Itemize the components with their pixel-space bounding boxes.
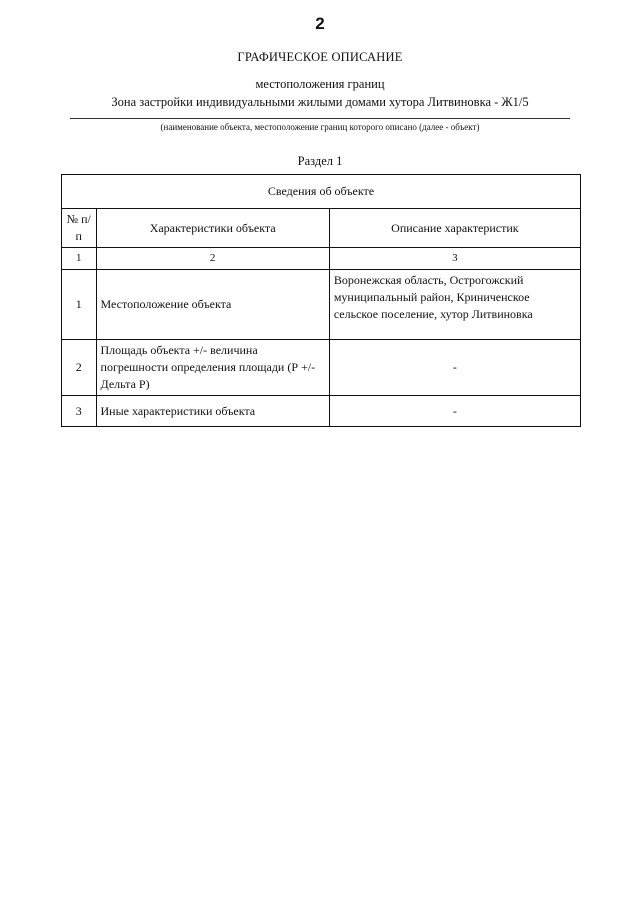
document-subtitle: местоположения границ [255,77,385,91]
row-number: 1 [62,270,97,340]
column-header-characteristic: Характеристики объекта [96,209,329,248]
object-name: Зона застройки индивидуальными жилыми домами хутора Литвиновка - Ж1/5 [111,95,529,109]
page-number: 2 [315,14,325,33]
column-number-3: 3 [329,248,580,270]
column-number-2: 2 [96,248,329,270]
row-number: 3 [62,396,97,427]
row-description: Воронежская область, Острогожский муниципальный район, Криниченское сельское поселение, хутор Литвиновка [329,270,580,340]
row-number: 2 [62,340,97,396]
object-name-caption: (наименование объекта, местоположение границ которого описано (далее - объект) [160,122,480,132]
document-title: ГРАФИЧЕСКОЕ ОПИСАНИЕ [237,50,403,64]
table-row [62,396,581,427]
column-header-description: Описание характеристик [329,209,580,248]
column-number-1: 1 [62,248,97,270]
row-characteristic: Местоположение объекта [96,270,329,340]
table-title: Сведения об объекте [62,175,581,209]
column-header-num: № п/п [62,209,97,248]
table-header-row [62,209,581,248]
row-characteristic: Площадь объекта +/- величина погрешности определения площади (Р +/- Дельта Р) [96,340,329,396]
table-title-row [62,175,581,209]
section-heading: Раздел 1 [297,154,343,168]
row-description: - [329,340,580,396]
column-number-row [62,248,581,270]
underline-rule [70,118,570,119]
table-row [62,270,581,340]
table-row [62,340,581,396]
row-description: - [329,396,580,427]
row-characteristic: Иные характеристики объекта [96,396,329,427]
object-info-table [61,174,581,427]
